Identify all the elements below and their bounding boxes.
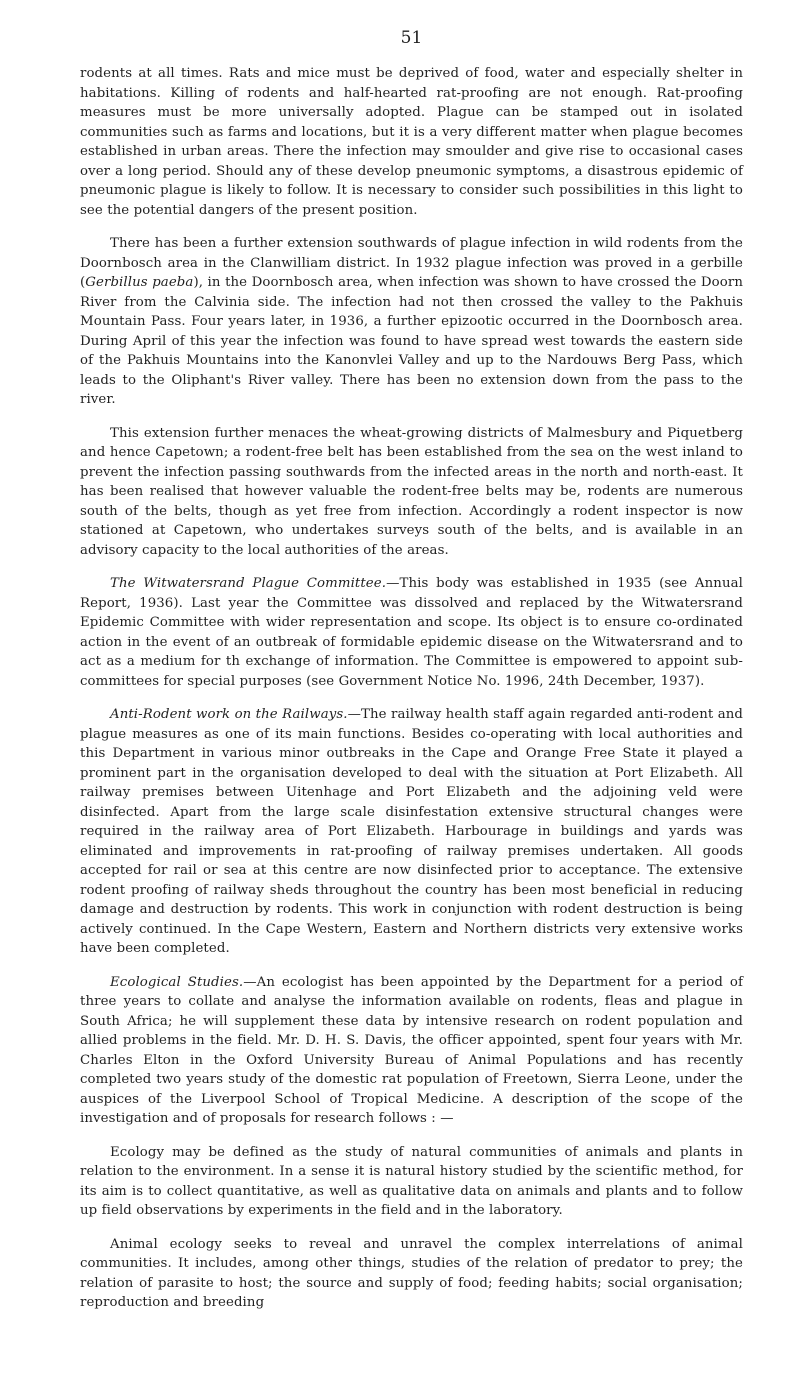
- page-number: 51: [400, 28, 423, 48]
- paragraph-rodent-free-belt: [80, 424, 743, 561]
- paragraph-text: —This body was established in 1935 (see Annual Report, 1936). Last year the Committee was dissolved and replaced by the Witwatersrand Epidemic Committee with wider representation and scope. Its object is to ensure co-ordinated action in the event of an outbreak of formidable epidemic disease on the Witwatersrand and to act as a medium for th exchange of information. The Committee is empowered to appoint sub-committees for special purposes (see Government Notice No. 1996, 24th December, 1937).: [80, 576, 743, 689]
- paragraph-ecological-studies: [80, 973, 743, 1129]
- paragraph-rodent-control: [80, 64, 743, 220]
- paragraph-text: This extension further menaces the wheat-growing districts of Malmesbury and Piquetberg and hence Capetown; a rodent-free belt has been established from the sea on the west inland to prevent the infection passing southwards from the infected areas in the north and north-east. It has been realised that however valuable the rodent-free belts may be, rodents are numerous south of the belts, though as yet free from infection. Accordingly a rodent inspector is now stationed at Capetown, who undertakes surveys south of the belts, and is available in an advisory capacity to the local authorities of the areas.: [80, 425, 743, 558]
- section-heading: Ecological Studies.: [110, 974, 244, 990]
- paragraph-railways: [80, 705, 743, 959]
- paragraph-text: —An ecologist has been appointed by the Department for a period of three years to collate and analyse the information available on rodents, fleas and plague in South Africa; he will supplement these data by intensive research on rodent population and allied problems in the field. Mr. D. H. S. Davis, the officer appointed, spent four years with Mr. Charles Elton in the Oxford University Bureau of Animal Populations and has recently completed two years study of the domestic rat population of Freetown, Sierra Leone, under the auspices of the Liverpool School of Tropical Medicine. A description of the scope of the investigation and of proposals for research follows : —: [80, 974, 743, 1126]
- paragraph-witwatersrand-committee: [80, 574, 743, 691]
- paragraph-ecology-definition: [80, 1143, 743, 1221]
- paragraph-text: There has been a further extension southwards of plague infection in wild rodents from the Doornbosch area in the Clanwilliam district. In 1932 plague infection was proved in a gerbille (: [80, 236, 743, 290]
- paragraph-animal-ecology: [80, 1235, 743, 1313]
- section-heading: Anti-Rodent work on the Railways.: [110, 707, 348, 722]
- paragraph-text: rodents at all times. Rats and mice must be deprived of food, water and especially shelter in habitations. Killing of rodents and half-hearted rat-proofing are not enough. Rat-proofing measures must be more universally adopted. Plague can be stamped out in isolated communities such as farms and locations, but it is a very different matter when plague becomes established in urban areas. There the infection may smoulder and give rise to occasional cases over a long period. Should any of these develop pneumonic symptoms, a disastrous epidemic of pneumonic plague is likely to follow. It is necessary to consider such possibilities in this light to see the potential dangers of the present position.: [80, 66, 743, 218]
- paragraph-text: ), in the Doornbosch area, when infection was shown to have crossed the Doorn River from the Calvinia side. The infection had not then crossed the valley to the Pakhuis Mountain Pass. Four years later, in 1936, a further epizootic occurred in the Doornbosch area. During April of this year the infection was found to have spread west towards the eastern side of the Pakhuis Mountains into the Kanonvlei Valley and up to the Nardouws Berg Pass, which leads to the Oliphant's River valley. There has been no extension down from the pass to the river.: [80, 275, 743, 407]
- paragraph-doornbosch-extension: [80, 234, 743, 410]
- paragraph-text: Animal ecology seeks to reveal and unravel the complex interrelations of animal communities. It includes, among other things, studies of the relation of predator to prey; the relation of parasite to host; the source and supply of food; feeding habits; social organisation; reproduction and breeding: [80, 1236, 743, 1310]
- section-heading: The Witwatersrand Plague Committee.: [110, 576, 387, 591]
- paragraph-text: Ecology may be defined as the study of natural communities of animals and plants in relation to the environment. In a sense it is natural history studied by the scientific method, for its aim is to collect quantitative, as well as qualitative data on animals and plants and to follow up field observations by experiments in the field and in the laboratory.: [80, 1144, 743, 1218]
- paragraph-text: —The railway health staff again regarded anti-rodent and plague measures as one of its main functions. Besides co-operating with local authorities and this Department in various minor outbreaks in the Cape and Orange Free State it played a prominent part in the organisation developed to deal with the situation at Port Elizabeth. All railway premises between Uitenhage and Port Elizabeth and the adjoining veld were disinfected. Apart from the large scale disinfestation extensive structural changes were required in the railway area of Port Elizabeth. Harbourage in buildings and yards was eliminated and improvements in rat-proofing of railway premises undertaken. All goods accepted for rail or sea at this centre are now disinfected prior to acceptance. The extensive rodent proofing of railway sheds throughout the country has been most beneficial in reducing damage and destruction by rodents. This work in conjunction with rodent destruction is being actively continued. In the Cape Western, Eastern and Northern districts very extensive works have been completed.: [80, 707, 743, 956]
- species-name: Gerbillus paeba: [85, 275, 194, 290]
